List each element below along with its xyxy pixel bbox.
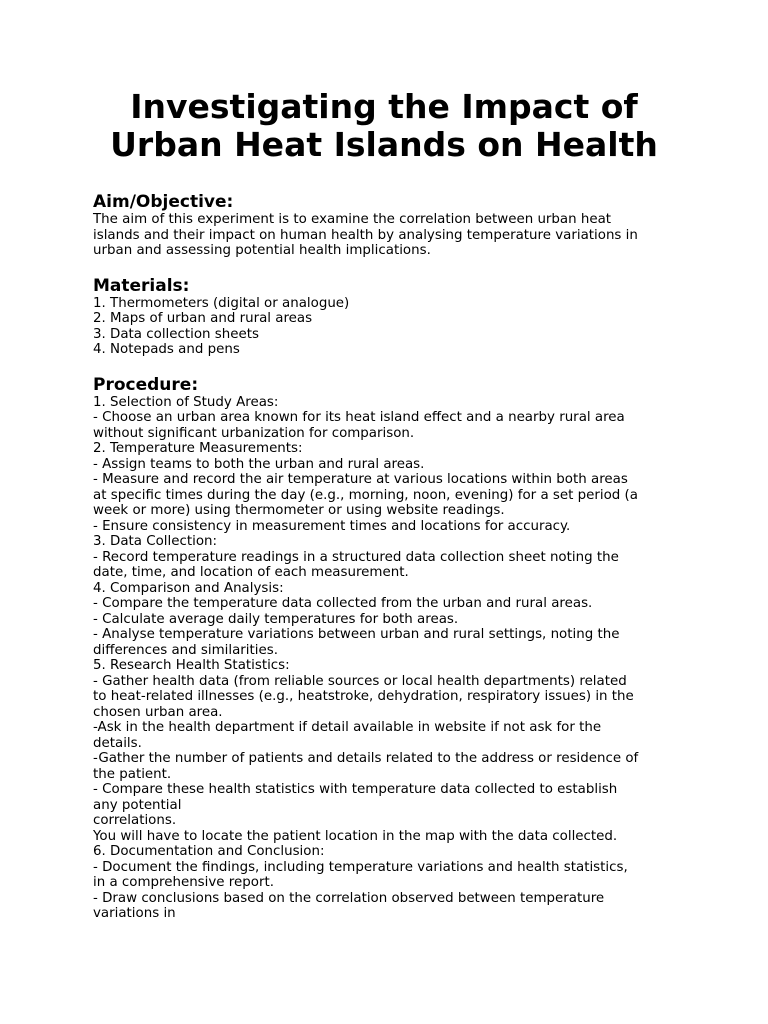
text-line: - Record temperature readings in a structured data collection sheet noting the: [93, 549, 619, 565]
text-line: 5. Research Health Statistics:: [93, 658, 290, 673]
text-line: 2. Temperature Measurements:: [93, 441, 303, 456]
text-line: - Compare the temperature data collected from the urban and rural areas.: [93, 596, 593, 611]
text-line: chosen urban area.: [93, 704, 223, 720]
text-line: any potential: [93, 797, 182, 813]
text-line: the patient.: [93, 766, 172, 782]
text-line: The aim of this experiment is to examine the correlation between urban heat: [93, 212, 612, 227]
text-line: - Measure and record the air temperature at various locations within both areas: [93, 472, 628, 487]
text-line: - Compare these health statistics with temperature data collected to establish: [93, 782, 618, 797]
text-line: 4. Notepads and pens: [93, 342, 240, 357]
document-title: [93, 88, 675, 164]
text-line: differences and similarities.: [93, 642, 278, 658]
text-line: at specific times during the day (e.g., morning, noon, evening) for a set period (a: [93, 487, 638, 503]
text-line: - Draw conclusions based on the correlation observed between temperature: [93, 890, 605, 906]
text-line: correlations.: [93, 813, 177, 828]
text-line: islands and their impact on human health by analysing temperature variations in: [93, 227, 638, 243]
text-line: - Calculate average daily temperatures for both areas.: [93, 611, 459, 627]
aim-heading: Aim/Objective:: [93, 192, 234, 212]
text-line: - Choose an urban area known for its heat island effect and a nearby rural area: [93, 410, 625, 425]
text-line: 2. Maps of urban and rural areas: [93, 311, 313, 326]
text-line: in a comprehensive report.: [93, 875, 274, 890]
text-line: date, time, and location of each measurement.: [93, 565, 409, 580]
text-line: to heat-related illnesses (e.g., heatstroke, dehydration, respiratory issues) in the: [93, 689, 634, 704]
text-line: without significant urbanization for comparison.: [93, 425, 415, 441]
text-line: - Document the findings, including temperature variations and health statistics,: [93, 859, 628, 875]
text-line: variations in: [93, 906, 176, 921]
text-line: - Assign teams to both the urban and rural areas.: [93, 456, 425, 472]
text-line: 3. Data Collection:: [93, 534, 218, 549]
text-line: 1. Thermometers (digital or analogue): [93, 295, 350, 311]
procedure-body: [93, 395, 675, 922]
text-line: urban and assessing potential health implications.: [93, 243, 431, 258]
text-line: - Ensure consistency in measurement times and locations for accuracy.: [93, 518, 571, 534]
text-line: 6. Documentation and Conclusion:: [93, 844, 325, 859]
text-line: 1. Selection of Study Areas:: [93, 394, 279, 410]
text-line: - Analyse temperature variations between urban and rural settings, noting the: [93, 627, 620, 642]
procedure-heading: Procedure:: [93, 374, 199, 395]
title-line-2: Urban Heat Islands on Health: [110, 125, 658, 164]
text-line: week or more) using thermometer or using website readings.: [93, 503, 505, 518]
title-line-1: Investigating the Impact of: [130, 87, 638, 126]
text-line: -Gather the number of patients and details related to the address or residence of: [93, 751, 639, 766]
text-line: You will have to locate the patient location in the map with the data collected.: [93, 828, 618, 844]
materials-heading: Materials:: [93, 275, 190, 296]
text-line: 4. Comparison and Analysis:: [93, 580, 284, 596]
text-line: 3. Data collection sheets: [93, 326, 259, 342]
text-line: -Ask in the health department if detail available in website if not ask for the: [93, 720, 602, 735]
aim-body: [93, 212, 675, 259]
text-line: details.: [93, 735, 142, 751]
text-line: - Gather health data (from reliable sources or local health departments) related: [93, 673, 627, 689]
materials-list: [93, 296, 675, 358]
